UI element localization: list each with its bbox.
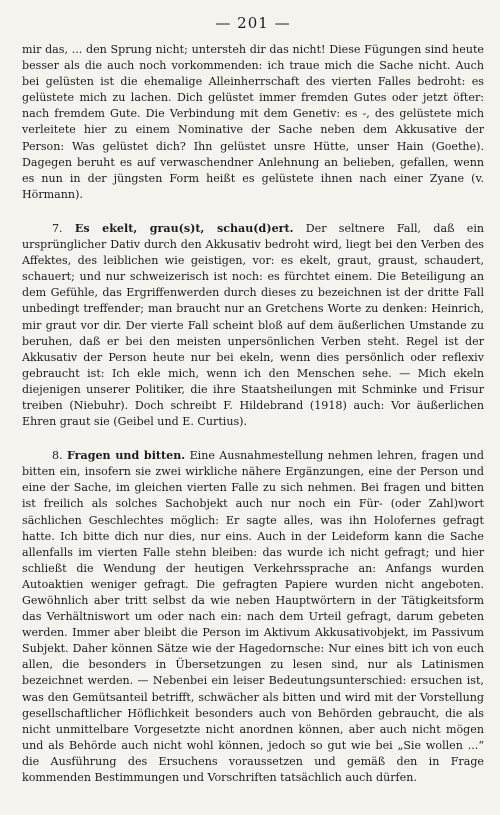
section-heading: Fragen und bitten. bbox=[67, 449, 186, 463]
section-number: 8. bbox=[52, 449, 63, 463]
section-number: 7. bbox=[52, 221, 63, 235]
paragraph-intro: mir das, ... den Sprung nicht; untersteh dir das nicht! Diese Fügungen sind heute besser als die auch noch vorkommenden: ich traue mich die Sache nicht. Auch bei gelüsten ist die ehemalige Alleinherrschaft des vierten Falles bedroht: es gelüstete mich zu lachen. Dich gelüstet immer fremden Gutes oder jetzt öfter: nach fremdem Gute. Die Verbindung mit dem Genetiv: es -, des gelüstete mich verleitete hier zu einem Nominative der Sache neben dem Akkusative der Person: Was gelüstet dich? Ihn gelüstet unsre Hütte, unser Hain (Goethe). Dagegen beruht es auf verwaschendner Anlehnung an belieben, gefallen, wenn es nun in der jüngsten Form heißt es gelüstete ihnen nach einer Zyane (v. Hörmann). bbox=[22, 43, 484, 201]
section-body: Der seltnere Fall, daß ein ursprünglicher Dativ durch den Akkusativ bedroht wird, liegt bei den Verben des Affektes, des leiblichen wie geistigen, vor: es ekelt, graut, graust, schaudert, schauert; und nur schweizerisch ist noch: es fürchtet einem. Die Beteiligung an dem Gefühle, das Ergriffenwerden durch dieses zu bezeichnen ist der dritte Fall unbedingt treffender; man braucht nur an Gretchens Worte zu denken: Heinrich, mir graut vor dir. Der vierte Fall scheint bloß auf dem äußerlichen Umstande zu beruhen, daß er bei den meisten unpersönlichen Verben steht. Regel ist der Akkusativ der Person heute nur bei ekeln, wenn dies persönlich oder reflexiv gebraucht ist: Ich ekle mich, wenn ich den Menschen sehe. — Mich ekeln diejenigen unserer Politiker, die ihre Staatsheilungen mit Schminke und Frisur treiben (Niebuhr). Doch schreibt F. Hildebrand (1918) auch: Vor äußerlichen Ehren graut sie (Geibel und E. Curtius). bbox=[22, 221, 485, 429]
section-heading: Es ekelt, grau(s)t, schau(d)ert. bbox=[74, 221, 294, 235]
section-8 bbox=[22, 448, 484, 786]
section-body: Eine Ausnahmestellung nehmen lehren, fragen und bitten ein, insofern sie zwei wirkliche nähere Ergänzungen, eine der Person und eine der Sache, im gleichen vierten Falle zu sich nehmen. Bei fragen und bitten ist freilich als solches Sachobjekt auch nur noch ein Für- (oder Zahl)wort sächlichen Geschlechtes möglich: Er sagte alles, was ihn Holofernes gefragt hatte. Ich bitte dich nur dies, nur eins. Auch in der Leideform kann die Sache allenfalls im vierten Falle stehn bleiben: das wurde ich nicht gefragt; und hier schließt die Wendung der heutigen Verkehrssprache an: Anfangs wurden Autoaktien weniger gefragt. Die gefragten Papiere wurden nicht angeboten. Gewöhnlich aber tritt selbst da wie neben Hauptwörtern in der Tätigkeitsform das Verhältniswort um oder nach ein: nach dem Urteil gefragt, darum gebeten werden. Immer aber bleibt die Person im Aktivum Akkusativobjekt, im Passivum Subjekt. Daher können Sätze wie der Hagedornsche: Nur eines bitt ich von euch allen, die besonders in Übersetzungen zu lesen sind, nur als Latinismen bezeichnet werden. — Nebenbei ein leiser Bedeutungsunterschied: ersuchen ist, was den Gemütsanteil betrifft, schwächer als bitten und wird mit der Vorstellung gesellschaftlicher Höflichkeit besonders auch von Behörden gebraucht, die als nicht unmittelbare Vorgesetzte nicht anordnen können, aber auch nicht mögen und als Behörde auch nicht wohl können, jedoch so gut wie bei „Sie wollen ...“ die Ausführung des Ersuchens voraussetzen und gemäß den in Frage kommenden Bestimmungen und Vorschriften tatsächlich auch dürfen. bbox=[22, 449, 485, 785]
section-7 bbox=[22, 221, 484, 430]
page-number: — 201 — bbox=[215, 14, 291, 32]
